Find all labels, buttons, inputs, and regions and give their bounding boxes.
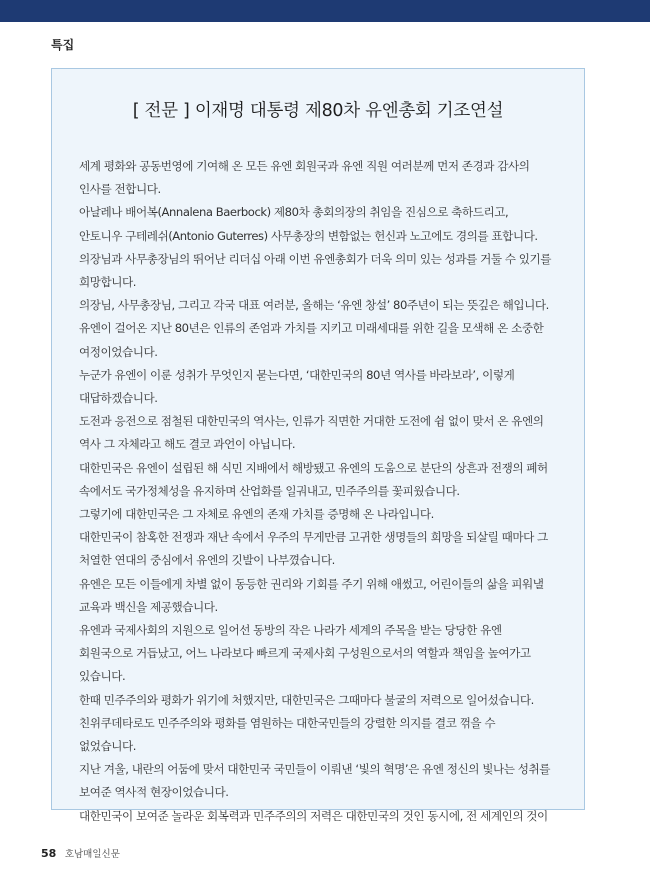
top-color-bar	[0, 0, 650, 22]
text-line: 누군가 유엔이 이룬 성취가 무엇인지 묻는다면, ‘대한민국의 80년 역사를 바라보라’, 이렇게	[79, 367, 515, 382]
page-footer	[41, 846, 120, 860]
text-line: 대한민국은 유엔이 설립된 해 식민 지배에서 해방됐고 유엔의 도움으로 분단의 상흔과 전쟁의 폐허	[79, 460, 548, 475]
paragraph	[79, 689, 565, 712]
text-line: 유엔이 걸어온 지난 80년은 인류의 존엄과 가치를 지키고 미래세대를 위한 길을 모색해 온 소중한	[79, 321, 544, 336]
paragraph	[79, 248, 565, 294]
paragraph	[79, 712, 565, 758]
paragraph	[79, 619, 565, 689]
paragraph	[79, 155, 565, 201]
text-line: 속에서도 국가정체성을 유지하며 산업화를 일궈내고, 민주주의를 꽃피웠습니다.	[79, 483, 460, 498]
text-line: 친위쿠데타로도 민주주의와 평화를 염원하는 대한국민들의 강렬한 의지를 결코 꺾을 수	[79, 715, 496, 730]
paragraph	[79, 457, 565, 503]
page-number: 58	[41, 847, 57, 860]
text-line: 없었습니다.	[79, 739, 136, 754]
paragraph	[79, 201, 565, 224]
paragraph	[79, 526, 565, 572]
text-line: 처열한 연대의 중심에서 유엔의 깃발이 나부꼈습니다.	[79, 553, 335, 568]
text-line: 회원국으로 거듭났고, 어느 나라보다 빠르게 국제사회 구성원으로서의 역할과 책임을 높여가고	[79, 646, 531, 661]
paragraph	[79, 805, 565, 828]
text-line: 보여준 역사적 현장이었습니다.	[79, 785, 229, 800]
paragraph	[79, 503, 565, 526]
text-line: 역사 그 자체라고 해도 결코 과언이 아닙니다.	[79, 437, 296, 452]
text-line: 그렇기에 대한민국은 그 자체로 유엔의 존재 가치를 증명해 온 나라입니다.	[79, 507, 434, 522]
text-line: 아날레나 배어복(Annalena Baerbock) 제80차 총회의장의 취임을 진심으로 축하드리고,	[79, 205, 509, 220]
text-line: 세계 평화와 공동번영에 기여해 온 모든 유엔 회원국과 유엔 직원 여러분께 먼저 존경과 감사의	[79, 159, 530, 173]
text-line: 대한민국이 보여준 놀라운 회복력과 민주주의의 저력은 대한민국의 것인 동시에, 전 세계인의 것이	[79, 808, 548, 823]
section-label: 특집	[51, 38, 75, 52]
paragraph	[79, 758, 565, 804]
text-line: 있습니다.	[79, 669, 126, 684]
paragraph	[79, 225, 565, 248]
publication-name: 호남매일신문	[64, 849, 120, 860]
article-panel	[51, 68, 585, 823]
article-body	[79, 155, 565, 828]
paragraph	[79, 364, 565, 410]
text-line: 여정이었습니다.	[79, 344, 158, 359]
paragraph	[79, 573, 565, 619]
text-line: 한때 민주주의와 평화가 위기에 처했지만, 대한민국은 그때마다 불굴의 저력으로 일어섰습니다.	[79, 692, 534, 707]
text-line: 희망합니다.	[79, 275, 136, 290]
text-line: 의장님과 사무총장님의 뛰어난 리더십 아래 이번 유엔총회가 더욱 의미 있는 성과를 거둘 수 있기를	[79, 251, 552, 266]
text-line: 안토니우 구테레쉬(Antonio Guterres) 사무총장의 변함없는 헌신과 노고에도 경의를 표합니다.	[79, 228, 538, 243]
paragraph	[79, 294, 565, 317]
text-line: 유엔은 모든 이들에게 차별 없이 동등한 권리와 기회를 주기 위해 애썼고, 어린이들의 삶을 피워낼	[79, 576, 544, 591]
text-line: 대한민국이 참혹한 전쟁과 재난 속에서 우주의 무게만큼 고귀한 생명들의 희망을 되살릴 때마다 그	[79, 530, 548, 545]
paragraph	[79, 317, 565, 363]
text-line: 유엔과 국제사회의 지원으로 일어선 동방의 작은 나라가 세계의 주목을 받는 당당한 유엔	[79, 623, 502, 638]
paragraph	[79, 410, 565, 456]
text-line: 도전과 응전으로 점철된 대한민국의 역사는, 인류가 직면한 거대한 도전에 쉼 없이 맞서 온 유엔의	[79, 414, 544, 429]
text-line: 지난 겨울, 내란의 어둠에 맞서 대한민국 국민들이 이뤄낸 ‘빛의 혁명’은 유엔 정신의 빛나는 성취를	[79, 762, 551, 777]
text-line: 의장님, 사무총장님, 그리고 각국 대표 여러분, 올해는 ‘유엔 창설’ 80주년이 되는 뜻깊은 해입니다.	[79, 298, 549, 313]
article-title: [ 전문 ] 이재명 대통령 제80차 유엔총회 기조연설	[132, 101, 504, 121]
text-line: 교육과 백신을 제공했습니다.	[79, 599, 218, 614]
text-line: 인사를 전합니다.	[79, 182, 161, 197]
text-line: 대답하겠습니다.	[79, 391, 158, 406]
